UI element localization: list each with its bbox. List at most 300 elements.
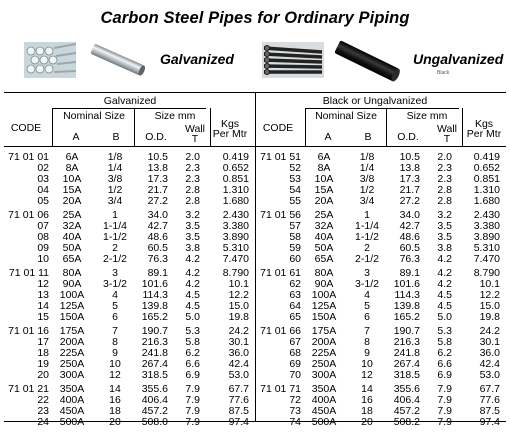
nominal-a-cell: 225A — [311, 347, 337, 359]
kgs-cell: 1.680 — [222, 195, 249, 207]
code-cell: 05 — [37, 195, 49, 207]
nominal-a-cell: 225A — [59, 347, 85, 359]
nominal-a-cell: 15A — [62, 184, 82, 196]
kgs-cell: 8.790 — [473, 267, 500, 279]
od-cell: 406.4 — [393, 394, 420, 406]
wall-cell: 4.2 — [185, 278, 200, 290]
wall-cell: 2.8 — [437, 184, 452, 196]
nominal-a-cell: 20A — [62, 195, 82, 207]
nominal-a-cell: 450A — [311, 405, 337, 417]
nominal-b-cell: 12 — [361, 369, 373, 381]
od-cell: 267.4 — [393, 358, 420, 370]
wall-cell: 7.9 — [185, 405, 200, 417]
right-nominal-size-header: Nominal Size — [315, 110, 377, 122]
nominal-b-cell: 1-1/2 — [355, 231, 379, 243]
wall-cell: 3.5 — [185, 220, 200, 232]
od-cell: 114.3 — [394, 289, 420, 301]
nominal-b-cell: 6 — [364, 311, 370, 323]
wall-cell: 5.3 — [185, 325, 200, 337]
table-row — [256, 417, 506, 428]
nominal-b-cell: 16 — [361, 394, 373, 406]
code-cell: 64 — [289, 300, 301, 312]
code-cell: 13 — [37, 289, 49, 301]
kgs-cell: 19.8 — [228, 311, 249, 323]
nominal-a-cell: 80A — [62, 267, 82, 279]
code-cell: 71 01 16 — [8, 325, 49, 337]
code-cell: 71 01 56 — [260, 209, 301, 221]
right-col-t-header: T — [443, 133, 451, 145]
nominal-b-cell: 9 — [112, 347, 118, 359]
table-row — [256, 312, 506, 323]
nominal-a-cell: 40A — [62, 231, 82, 243]
wall-cell: 3.8 — [185, 242, 200, 254]
od-cell: 165.2 — [141, 311, 168, 323]
nominal-b-cell: 10 — [109, 358, 121, 370]
nominal-b-cell: 3 — [112, 267, 118, 279]
nominal-b-cell: 9 — [364, 347, 370, 359]
nominal-a-cell: 125A — [311, 300, 337, 312]
nominal-a-cell: 250A — [311, 358, 337, 370]
code-cell: 71 01 66 — [260, 325, 301, 337]
code-cell: 15 — [37, 311, 49, 323]
code-cell: 59 — [289, 242, 301, 254]
nominal-b-cell: 5 — [364, 300, 370, 312]
nominal-a-cell: 175A — [59, 325, 85, 337]
galvanized-pipe-photo — [88, 40, 146, 80]
kgs-cell: 15.0 — [228, 300, 249, 312]
kgs-cell: 1.680 — [473, 195, 500, 207]
od-cell: 34.0 — [399, 209, 420, 221]
nominal-b-cell: 1 — [364, 209, 370, 221]
nominal-b-cell: 1-1/2 — [103, 231, 127, 243]
right-sep-kgs — [462, 108, 463, 146]
wall-cell: 4.5 — [185, 300, 200, 312]
kgs-cell: 0.851 — [473, 173, 500, 185]
nominal-a-cell: 150A — [59, 311, 85, 323]
code-cell: 20 — [37, 369, 49, 381]
wall-cell: 3.2 — [437, 209, 452, 221]
wall-cell: 7.9 — [437, 383, 452, 395]
od-cell: 318.5 — [393, 369, 420, 381]
nominal-b-cell: 2-1/2 — [355, 253, 379, 265]
od-cell: 101.6 — [141, 278, 168, 290]
code-cell: 72 — [289, 394, 301, 406]
right-header-rule — [305, 108, 459, 109]
od-cell: 34.0 — [147, 209, 168, 221]
od-cell: 114.3 — [142, 289, 168, 301]
code-cell: 07 — [37, 220, 49, 232]
nominal-b-cell: 4 — [112, 289, 118, 301]
od-cell: 17.3 — [147, 173, 168, 185]
wall-cell: 3.5 — [437, 231, 452, 243]
od-cell: 101.6 — [393, 278, 420, 290]
od-cell: 406.4 — [141, 394, 168, 406]
code-cell: 71 01 61 — [260, 267, 301, 279]
kgs-cell: 87.5 — [228, 405, 249, 417]
left-kgs-header: Kgs — [220, 118, 240, 130]
code-cell: 54 — [289, 184, 301, 196]
code-cell: 10 — [37, 253, 49, 265]
nominal-b-cell: 3/8 — [359, 173, 375, 185]
wall-cell: 2.3 — [437, 173, 452, 185]
nominal-a-cell: 400A — [59, 394, 85, 406]
left-sep-size — [134, 108, 135, 146]
kgs-cell: 15.0 — [479, 300, 500, 312]
nominal-a-cell: 25A — [314, 209, 334, 221]
nominal-a-cell: 32A — [62, 220, 82, 232]
nominal-b-cell: 1/2 — [359, 184, 375, 196]
kgs-cell: 2.430 — [222, 209, 249, 221]
kgs-cell: 1.310 — [473, 184, 500, 196]
nominal-b-cell: 3/8 — [107, 173, 123, 185]
code-cell: 69 — [289, 358, 301, 370]
nominal-a-cell: 32A — [314, 220, 334, 232]
nominal-b-cell: 16 — [109, 394, 121, 406]
code-cell: 65 — [289, 311, 301, 323]
black-tag-label: Black — [437, 70, 450, 76]
table-row — [4, 417, 255, 428]
wall-cell: 6.9 — [437, 369, 452, 381]
code-cell: 71 01 06 — [8, 209, 49, 221]
right-col-od-header: O.D. — [397, 131, 419, 143]
wall-cell: 6.9 — [185, 369, 200, 381]
right-sep-size — [386, 108, 387, 146]
wall-cell: 5.0 — [185, 311, 200, 323]
kgs-cell: 0.851 — [222, 173, 249, 185]
nominal-b-cell: 3-1/2 — [103, 278, 127, 290]
od-cell: 165.2 — [393, 311, 420, 323]
od-cell: 60.5 — [399, 242, 420, 254]
kgs-cell: 24.2 — [228, 325, 249, 337]
kgs-cell: 30.1 — [479, 336, 500, 348]
nominal-b-cell: 1-1/4 — [103, 220, 127, 232]
nominal-b-cell: 1/4 — [359, 162, 375, 174]
od-cell: 355.6 — [393, 383, 420, 395]
wall-cell: 4.5 — [437, 300, 452, 312]
table-row — [256, 370, 506, 381]
nominal-b-cell: 1/8 — [107, 151, 123, 163]
galvanized-image-label: Galvanized — [160, 51, 234, 67]
kgs-cell: 3.380 — [222, 220, 249, 232]
kgs-cell: 19.8 — [479, 311, 500, 323]
nominal-b-cell: 3/4 — [107, 195, 123, 207]
nominal-a-cell: 90A — [314, 278, 334, 290]
nominal-b-cell: 10 — [361, 358, 373, 370]
code-cell: 24 — [37, 416, 49, 428]
wall-cell: 2.3 — [185, 173, 200, 185]
nominal-a-cell: 65A — [314, 253, 334, 265]
kgs-cell: 8.790 — [222, 267, 249, 279]
nominal-b-cell: 5 — [112, 300, 118, 312]
code-cell: 22 — [37, 394, 49, 406]
table-row — [4, 312, 255, 323]
left-col-b-header: B — [112, 131, 120, 143]
right-col-wall-header: Wall — [436, 123, 458, 135]
code-cell: 63 — [289, 289, 301, 301]
nominal-b-cell: 14 — [109, 383, 121, 395]
od-cell: 10.5 — [399, 151, 420, 163]
nominal-b-cell: 6 — [112, 311, 118, 323]
wall-cell: 2.0 — [185, 151, 200, 163]
wall-cell: 2.8 — [185, 184, 200, 196]
wall-cell: 4.2 — [185, 267, 200, 279]
nominal-b-cell: 3 — [364, 267, 370, 279]
od-cell: 48.6 — [399, 231, 420, 243]
nominal-b-cell: 18 — [361, 405, 373, 417]
right-per-mtr-header: Per Mtr — [466, 128, 502, 140]
kgs-cell: 53.0 — [479, 369, 500, 381]
wall-cell: 5.0 — [437, 311, 452, 323]
od-cell: 508.2 — [393, 416, 420, 428]
nominal-a-cell: 8A — [317, 162, 331, 174]
wall-cell: 3.5 — [437, 220, 452, 232]
nominal-a-cell: 50A — [314, 242, 334, 254]
od-cell: 241.8 — [141, 347, 168, 359]
od-cell: 216.3 — [141, 336, 168, 348]
left-sep-code — [52, 108, 53, 146]
nominal-a-cell: 100A — [311, 289, 337, 301]
wall-cell: 7.9 — [185, 383, 200, 395]
od-cell: 355.6 — [141, 383, 168, 395]
nominal-a-cell: 25A — [62, 209, 82, 221]
od-cell: 42.7 — [147, 220, 168, 232]
table-row — [4, 207, 255, 221]
nominal-a-cell: 300A — [311, 369, 337, 381]
code-cell: 03 — [37, 173, 49, 185]
nominal-b-cell: 1/4 — [107, 162, 123, 174]
nominal-a-cell: 500A — [59, 416, 85, 428]
nominal-b-cell: 1/2 — [107, 184, 123, 196]
nominal-b-cell: 1/8 — [359, 151, 375, 163]
right-col-b-header: B — [364, 131, 372, 143]
left-code-header: CODE — [10, 122, 42, 134]
table-row — [4, 196, 255, 207]
kgs-cell: 53.0 — [228, 369, 249, 381]
nominal-a-cell: 200A — [311, 336, 337, 348]
od-cell: 60.5 — [147, 242, 168, 254]
nominal-b-cell: 1-1/4 — [355, 220, 379, 232]
nominal-b-cell: 20 — [361, 416, 373, 428]
kgs-cell: 10.1 — [479, 278, 500, 290]
table-row — [4, 265, 255, 279]
left-col-t-header: T — [191, 133, 199, 145]
galvanized-pipe-stack-photo — [24, 42, 76, 78]
code-cell: 71 01 11 — [8, 267, 49, 279]
nominal-a-cell: 350A — [311, 383, 337, 395]
nominal-b-cell: 1 — [112, 209, 118, 221]
nominal-a-cell: 90A — [62, 278, 82, 290]
kgs-cell: 77.6 — [479, 394, 500, 406]
od-cell: 17.3 — [399, 173, 420, 185]
black-pipe-stack-photo — [262, 42, 324, 78]
od-cell: 190.7 — [393, 325, 420, 337]
kgs-cell: 1.310 — [222, 184, 249, 196]
table-row — [256, 196, 506, 207]
kgs-cell: 3.380 — [473, 220, 500, 232]
nominal-a-cell: 125A — [59, 300, 85, 312]
left-section-title: Galvanized — [103, 95, 157, 107]
od-cell: 89.1 — [147, 267, 168, 279]
bottom-rule — [4, 421, 506, 422]
nominal-a-cell: 8A — [65, 162, 79, 174]
wall-cell: 2.8 — [437, 195, 452, 207]
kgs-cell: 36.0 — [479, 347, 500, 359]
code-cell: 62 — [289, 278, 301, 290]
code-cell: 67 — [289, 336, 301, 348]
code-cell: 60 — [289, 253, 301, 265]
code-cell: 68 — [289, 347, 301, 359]
code-cell: 04 — [37, 184, 49, 196]
nominal-b-cell: 20 — [109, 416, 121, 428]
kgs-cell: 30.1 — [228, 336, 249, 348]
kgs-cell: 97.4 — [228, 416, 249, 428]
table-row — [256, 207, 506, 221]
nominal-a-cell: 10A — [314, 173, 334, 185]
nominal-a-cell: 50A — [62, 242, 82, 254]
wall-cell: 5.8 — [185, 336, 200, 348]
nominal-b-cell: 14 — [361, 383, 373, 395]
od-cell: 139.8 — [393, 300, 420, 312]
nominal-a-cell: 40A — [314, 231, 334, 243]
nominal-a-cell: 6A — [65, 151, 79, 163]
nominal-b-cell: 2-1/2 — [103, 253, 127, 265]
wall-cell: 7.9 — [437, 416, 452, 428]
nominal-a-cell: 20A — [314, 195, 334, 207]
od-cell: 10.5 — [147, 151, 168, 163]
kgs-cell: 77.6 — [228, 394, 249, 406]
nominal-a-cell: 6A — [317, 151, 331, 163]
wall-cell: 2.0 — [437, 151, 452, 163]
od-cell: 13.8 — [399, 162, 420, 174]
wall-cell: 4.2 — [437, 253, 452, 265]
kgs-cell: 42.4 — [228, 358, 249, 370]
od-cell: 27.2 — [147, 195, 168, 207]
wall-cell: 7.9 — [437, 405, 452, 417]
wall-cell: 4.2 — [437, 267, 452, 279]
od-cell: 241.8 — [393, 347, 420, 359]
left-nominal-size-header: Nominal Size — [63, 110, 125, 122]
wall-cell: 6.2 — [185, 347, 200, 359]
wall-cell: 2.3 — [437, 162, 452, 174]
nominal-b-cell: 8 — [364, 336, 370, 348]
code-cell: 52 — [289, 162, 301, 174]
wall-cell: 4.5 — [185, 289, 200, 301]
code-cell: 71 01 21 — [8, 383, 49, 395]
code-cell: 57 — [289, 220, 301, 232]
wall-cell: 5.3 — [437, 325, 452, 337]
code-cell: 19 — [37, 358, 49, 370]
kgs-cell: 5.310 — [473, 242, 500, 254]
nominal-a-cell: 450A — [59, 405, 85, 417]
kgs-cell: 87.5 — [479, 405, 500, 417]
code-cell: 71 01 51 — [260, 151, 301, 163]
code-cell: 02 — [37, 162, 49, 174]
wall-cell: 6.2 — [437, 347, 452, 359]
code-cell: 73 — [289, 405, 301, 417]
od-cell: 21.7 — [399, 184, 420, 196]
code-cell: 18 — [37, 347, 49, 359]
wall-cell: 4.2 — [185, 253, 200, 265]
left-col-a-header: A — [72, 131, 80, 143]
wall-cell: 2.8 — [185, 195, 200, 207]
nominal-a-cell: 175A — [311, 325, 337, 337]
nominal-b-cell: 3-1/2 — [355, 278, 379, 290]
nominal-a-cell: 500A — [311, 416, 337, 428]
od-cell: 21.7 — [147, 184, 168, 196]
right-kgs-header: Kgs — [474, 118, 494, 130]
kgs-cell: 0.419 — [473, 151, 500, 163]
wall-cell: 3.5 — [185, 231, 200, 243]
nominal-b-cell: 4 — [364, 289, 370, 301]
wall-cell: 5.8 — [437, 336, 452, 348]
left-col-od-header: O.D. — [145, 131, 167, 143]
kgs-cell: 0.652 — [473, 162, 500, 174]
code-cell: 71 01 01 — [8, 151, 49, 163]
od-cell: 42.7 — [399, 220, 420, 232]
nominal-b-cell: 7 — [364, 325, 370, 337]
nominal-a-cell: 100A — [59, 289, 85, 301]
table-row — [4, 146, 255, 163]
wall-cell: 6.6 — [185, 358, 200, 370]
kgs-cell: 36.0 — [228, 347, 249, 359]
kgs-cell: 67.7 — [479, 383, 500, 395]
od-cell: 267.4 — [141, 358, 168, 370]
ungalvanized-image-label: Ungalvanized — [413, 51, 504, 67]
code-cell: 08 — [37, 231, 49, 243]
nominal-a-cell: 200A — [59, 336, 85, 348]
nominal-b-cell: 7 — [112, 325, 118, 337]
code-cell: 70 — [289, 369, 301, 381]
table-row — [4, 254, 255, 265]
kgs-cell: 2.430 — [473, 209, 500, 221]
table-row — [256, 381, 506, 395]
od-cell: 76.3 — [399, 253, 420, 265]
od-cell: 89.1 — [399, 267, 420, 279]
kgs-cell: 5.310 — [222, 242, 249, 254]
table-row — [256, 254, 506, 265]
code-cell: 09 — [37, 242, 49, 254]
wall-cell: 7.9 — [185, 394, 200, 406]
kgs-cell: 7.470 — [473, 253, 500, 265]
code-cell: 58 — [289, 231, 301, 243]
kgs-cell: 3.890 — [473, 231, 500, 243]
nominal-a-cell: 300A — [59, 369, 85, 381]
wall-cell: 4.2 — [437, 278, 452, 290]
right-sep-code — [305, 108, 306, 146]
nominal-a-cell: 65A — [62, 253, 82, 265]
right-size-mm-header: Size mm — [406, 110, 448, 122]
od-cell: 27.2 — [399, 195, 420, 207]
right-section-title: Black or Ungalvanized — [322, 95, 428, 107]
code-cell: 53 — [289, 173, 301, 185]
table-row — [4, 370, 255, 381]
nominal-a-cell: 250A — [59, 358, 85, 370]
wall-cell: 3.2 — [185, 209, 200, 221]
od-cell: 457.2 — [393, 405, 420, 417]
kgs-cell: 42.4 — [479, 358, 500, 370]
kgs-cell: 0.652 — [222, 162, 249, 174]
nominal-b-cell: 12 — [109, 369, 121, 381]
nominal-a-cell: 400A — [311, 394, 337, 406]
od-cell: 318.5 — [141, 369, 168, 381]
table-row — [4, 323, 255, 337]
right-col-a-header: A — [324, 131, 332, 143]
od-cell: 457.2 — [141, 405, 168, 417]
kgs-cell: 67.7 — [228, 383, 249, 395]
od-cell: 48.6 — [147, 231, 168, 243]
table-row — [256, 265, 506, 279]
wall-cell: 7.9 — [437, 394, 452, 406]
